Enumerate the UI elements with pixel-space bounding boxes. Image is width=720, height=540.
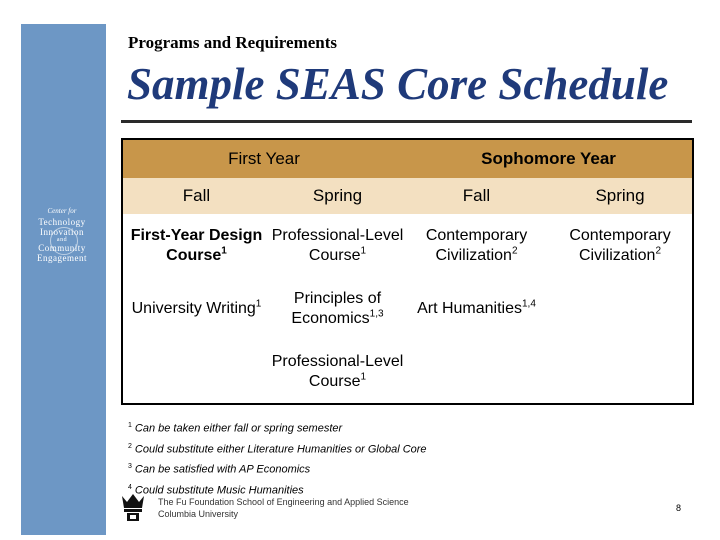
course-cell <box>270 214 405 277</box>
footnote <box>128 458 427 479</box>
footnote-ref: 1 <box>360 371 367 383</box>
course-cell <box>548 340 693 404</box>
left-sidebar-bar <box>21 24 106 535</box>
footnote-ref: 1 <box>221 245 227 257</box>
page-number: 8 <box>676 503 682 513</box>
logo-circle-mark <box>50 227 78 255</box>
course-cell <box>405 277 548 340</box>
footnote-ref: 1,4 <box>522 298 536 310</box>
footnote-ref: 2 <box>655 245 662 257</box>
footer-university: Columbia University <box>158 509 239 519</box>
footnote-text: Could substitute either Literature Humanities or Global Core <box>134 443 427 456</box>
footnote-number: 3 <box>128 463 132 471</box>
course-name: University Writing <box>131 299 256 317</box>
footnote-ref: 1 <box>255 298 262 310</box>
footnote-ref: 2 <box>511 245 518 257</box>
slide-title: Sample SEAS Core Schedule <box>127 59 669 109</box>
term-header-row <box>122 178 693 214</box>
sophomore-year-header: Sophomore Year <box>405 139 693 178</box>
title-divider <box>121 120 692 123</box>
course-row <box>122 277 693 340</box>
logo-line-5: Engagement <box>37 253 87 263</box>
footnotes <box>128 417 427 500</box>
course-name: Principles of Economics <box>291 289 382 327</box>
course-cell <box>270 277 405 340</box>
course-cell <box>405 214 548 277</box>
logo-line-2: Innovation <box>40 227 84 237</box>
footnote-text: Can be taken either fall or spring semester <box>134 422 343 435</box>
course-cell <box>122 277 270 340</box>
columbia-crown-icon <box>119 492 147 524</box>
course-cell <box>548 214 693 277</box>
term-header-cell: Fall <box>122 178 270 214</box>
course-cell <box>270 340 405 404</box>
footnote <box>128 417 427 438</box>
term-header-cell: Spring <box>270 178 405 214</box>
course-name: First-Year Design Course <box>130 226 263 264</box>
year-header-row <box>122 139 693 178</box>
footnote-number: 4 <box>128 483 132 491</box>
course-name: Professional-Level Course <box>271 352 404 390</box>
first-year-header: First Year <box>122 139 405 178</box>
logo-line-1: Technology <box>38 217 86 227</box>
footnote <box>128 438 427 459</box>
course-name: Professional-Level Course <box>271 226 404 264</box>
logo-line-3: and <box>56 237 68 243</box>
footnote-ref: 1 <box>360 245 367 257</box>
footer <box>158 496 409 520</box>
footnote-ref: 1,3 <box>369 308 384 320</box>
course-row <box>122 340 693 404</box>
course-cell <box>405 340 548 404</box>
course-row <box>122 214 693 277</box>
footnote-number: 1 <box>128 422 132 429</box>
center-logo <box>28 205 96 267</box>
footer-school: The Fu Foundation School of Engineering and Applied Science <box>158 497 409 507</box>
slide-subtitle: Programs and Requirements <box>128 33 338 52</box>
footnote-number: 2 <box>128 442 132 450</box>
course-cell <box>122 340 270 404</box>
logo-line-4: Community <box>38 243 86 253</box>
course-name: Contemporary Civilization <box>569 226 671 264</box>
footnote-text: Can be satisfied with AP Economics <box>134 463 311 476</box>
course-cell <box>122 214 270 277</box>
course-cell <box>548 277 693 340</box>
schedule-table <box>121 138 694 405</box>
term-header-cell: Spring <box>548 178 693 214</box>
logo-line-0: Center for <box>47 207 77 215</box>
footnote-text: Could substitute Music Humanities <box>134 484 304 497</box>
course-name: Contemporary Civilization <box>425 226 528 264</box>
term-header-cell: Fall <box>405 178 548 214</box>
course-name: Art Humanities <box>417 299 522 317</box>
